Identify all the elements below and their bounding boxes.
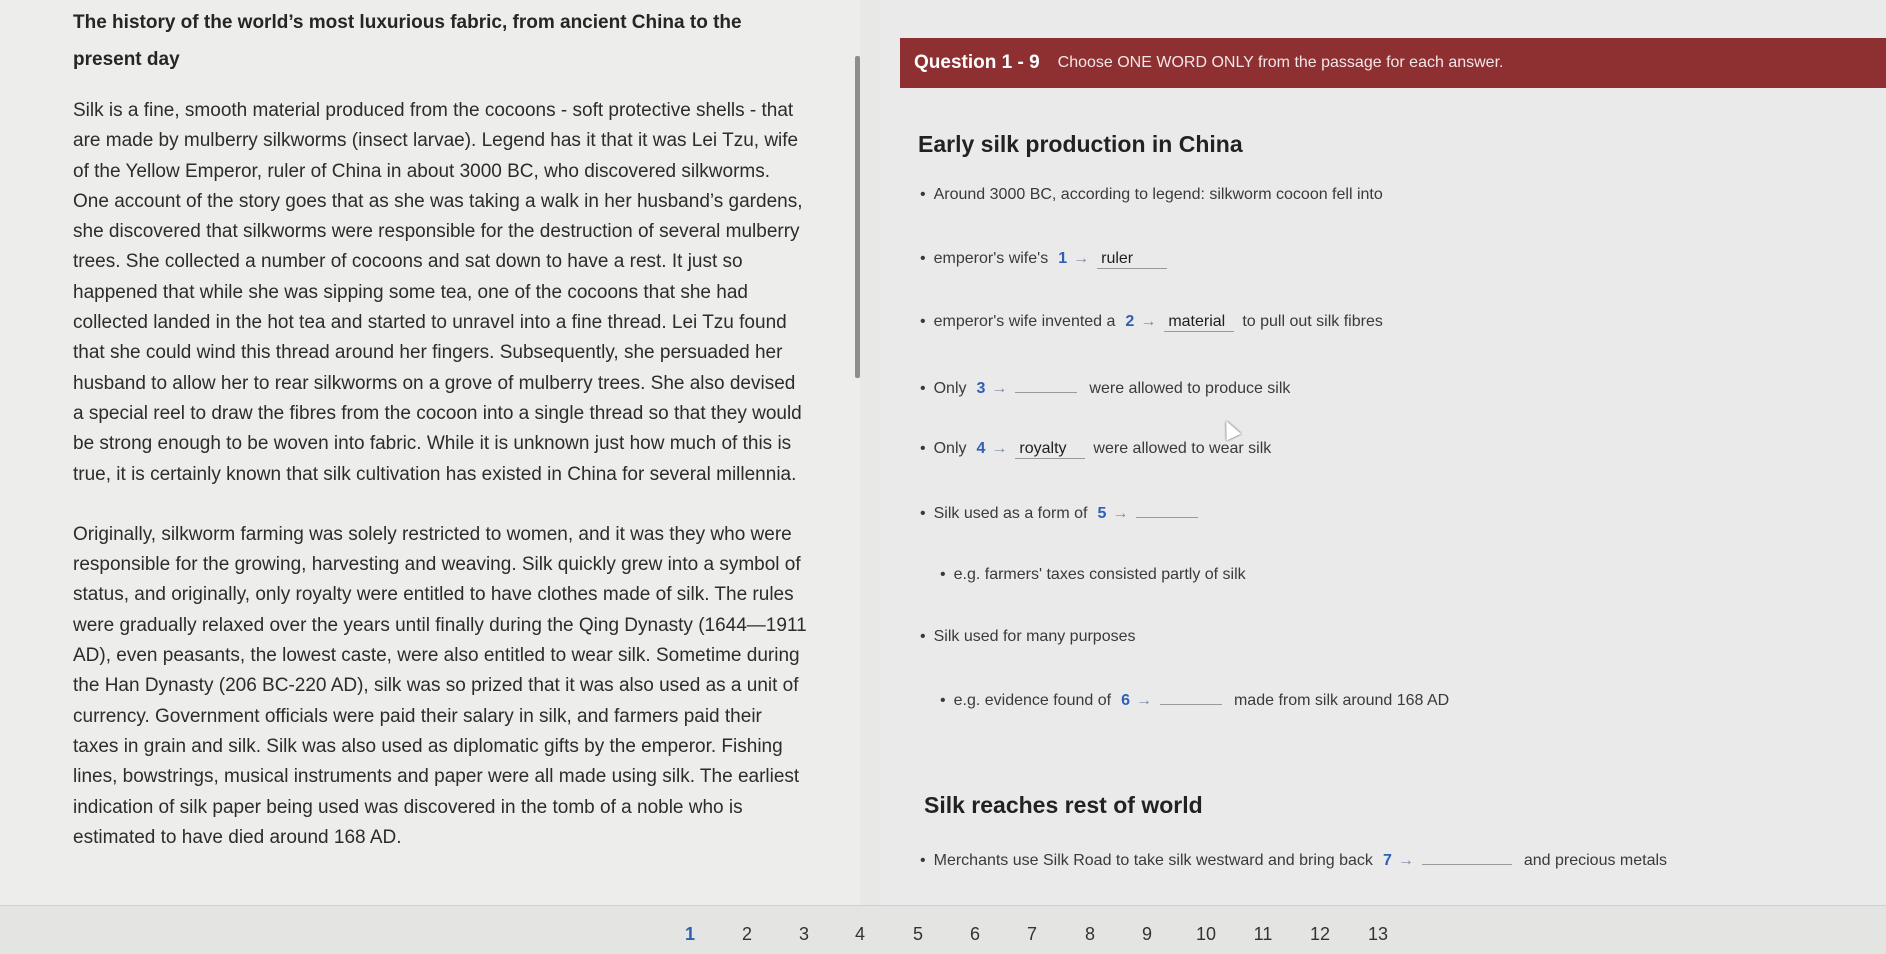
answer-2-field[interactable]: material <box>1164 313 1234 332</box>
question-5-number: 5 <box>1097 505 1107 522</box>
question-3-row: • Only 3 → were allowed to produce silk <box>920 380 1291 397</box>
nav-question-12[interactable]: 12 <box>1309 924 1331 944</box>
arrow-icon: → <box>1112 505 1129 522</box>
question-instruction: Choose ONE WORD ONLY from the passage for each answer. <box>1057 54 1504 71</box>
nav-question-6[interactable]: 6 <box>969 924 980 944</box>
answer-6-field[interactable] <box>1160 690 1222 705</box>
nav-question-9[interactable]: 9 <box>1141 924 1152 944</box>
question-range-title: Question 1 - 9 <box>914 52 1040 73</box>
nav-question-1[interactable]: 1 <box>684 924 695 944</box>
passage-title: The history of the world’s most luxurious fabric, from ancient China to the present day <box>73 12 742 70</box>
panel-resize-handle[interactable] <box>855 56 860 378</box>
passage-body <box>73 96 808 883</box>
question-4-number: 4 <box>976 440 986 457</box>
nav-question-5[interactable]: 5 <box>912 924 923 944</box>
arrow-icon: → <box>991 440 1008 457</box>
section-title-rest-of-world: Silk reaches rest of world <box>924 792 1203 818</box>
passage-paragraph-1: Silk is a fine, smooth material produced from the cocoons - soft protective shells - that are made by mulberry silkworms (insect larvae). Legend has it that it was Lei Tzu, wife of the Yellow Emperor, ruler of China in about 3000 BC, who discovered silkworms. One account of the story goes that as she was taking a walk in her husband’s gardens, she discovered that silkworms were responsible for the destruction of several mulberry trees. She collected a number of cocoons and sat down to have a rest. It just so happened that while she was sipping some tea, one of the cocoons that she had collected landed in the hot tea and started to unravel into a fine thread. Lei Tzu found that she could wind this thread around her fingers. Subsequently, she persuaded her husband to allow her to rear silkworms on a grove of mulberry trees. She also devised a special reel to draw the fibres from the cocoon into a single thread so that they would be strong enough to be woven into fabric. While it is unknown just how much of this is true, it is certainly known that silk cultivation has existed in China for several millennia. <box>73 100 803 485</box>
nav-question-7[interactable]: 7 <box>1026 924 1037 944</box>
question-4-row: • Only 4 → royalty were allowed to wear silk <box>920 440 1272 457</box>
question-7-number: 7 <box>1382 852 1392 869</box>
answer-5-field[interactable] <box>1136 503 1198 518</box>
arrow-icon: → <box>1140 313 1157 330</box>
nav-question-3[interactable]: 3 <box>798 924 809 944</box>
question-navigation <box>0 905 1886 954</box>
nav-question-13[interactable]: 13 <box>1367 924 1389 944</box>
nav-question-4[interactable]: 4 <box>854 924 865 944</box>
answer-1-field[interactable]: ruler <box>1097 250 1167 269</box>
note-purposes: • Silk used for many purposes <box>920 628 1136 645</box>
question-2-row: • emperor's wife invented a 2 → material to pull out silk fibres <box>920 313 1383 330</box>
question-2-number: 2 <box>1125 313 1135 330</box>
question-7-row: • Merchants use Silk Road to take silk westward and bring back 7 → and precious metals <box>920 852 1668 869</box>
answer-3-field[interactable] <box>1015 378 1077 393</box>
question-3-number: 3 <box>976 380 986 397</box>
question-6-row: • e.g. evidence found of 6 → made from silk around 168 AD <box>940 692 1450 709</box>
arrow-icon: → <box>1073 250 1090 267</box>
note-intro: • Around 3000 BC, according to legend: silkworm cocoon fell into <box>920 186 1383 203</box>
section-title-early-production: Early silk production in China <box>918 131 1243 157</box>
question-banner <box>900 38 1886 88</box>
question-6-number: 6 <box>1121 692 1130 709</box>
arrow-icon: → <box>1135 692 1152 709</box>
note-taxes: • e.g. farmers' taxes consisted partly of silk <box>940 566 1246 583</box>
question-1-row: • emperor's wife's 1 → ruler <box>920 250 1175 269</box>
nav-question-2[interactable]: 2 <box>741 924 752 944</box>
question-5-row: • Silk used as a form of 5 → <box>920 503 1210 523</box>
answer-4-field[interactable]: royalty <box>1015 440 1085 459</box>
answer-7-field[interactable] <box>1422 850 1512 865</box>
arrow-icon: → <box>991 380 1008 397</box>
passage-paragraph-2: Originally, silkworm farming was solely restricted to women, and it was they who were responsible for the growing, harvesting and weaving. Silk quickly grew into a symbol of status, and originally, only royalty were entitled to have clothes made of silk. The rules were gradually relaxed over the years until finally during the Qing Dynasty (1644—1911 AD), even peasants, the lowest caste, were also entitled to wear silk. Sometime during the Han Dynasty (206 BC-220 AD), silk was so prized that it was also used as a unit of currency. Government officials were paid their salary in silk, and farmers paid their taxes in grain and silk. Silk was also used as diplomatic gifts by the emperor. Fishing lines, bowstrings, musical instruments and paper were all made using silk. The earliest indication of silk paper being used was discovered in the tomb of a noble who is estimated to have died around 168 AD. <box>73 523 807 848</box>
arrow-icon: → <box>1397 852 1414 869</box>
nav-question-8[interactable]: 8 <box>1084 924 1095 944</box>
nav-question-11[interactable]: 11 <box>1253 924 1273 944</box>
question-1-number: 1 <box>1058 250 1068 267</box>
nav-question-10[interactable]: 10 <box>1195 924 1217 944</box>
